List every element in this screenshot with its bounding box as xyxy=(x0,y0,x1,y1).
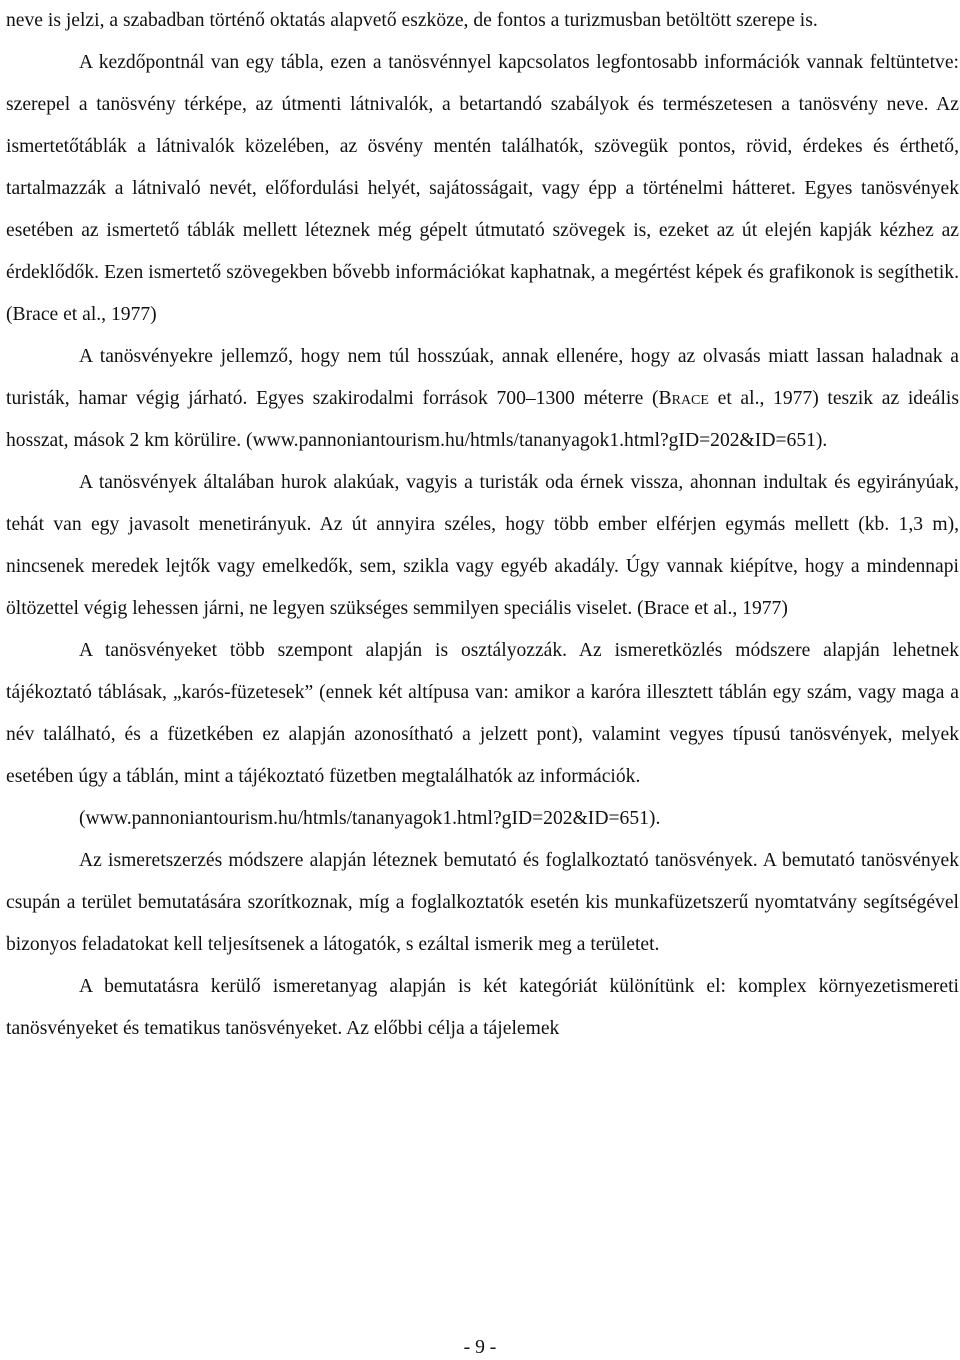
author-smallcaps: race xyxy=(671,388,709,409)
paragraph-info-boards: A kezdőpontnál van egy tábla, ezen a tanösvénnyel kapcsolatos legfontosabb információk vannak feltüntetve: szerepel a tanösvény térképe, az útmenti látnivalók, a betartandó szabályok és természetesen a tanösvény neve. Az ismertetőtáblák a látnivalók közelében, az ösvény mentén találhatók, szövegük pontos, rövid, érdekes és érthető, tartalmazzák a látnivaló nevét, előfordulási helyét, sajátosságait, vagy épp a történelmi hátteret. Egyes tanösvények esetében az ismertető táblák mellett léteznek még gépelt útmutató szövegek is, ezeket az út elején kapják kézhez az érdeklődők. Ezen ismertető szövegekben bővebb információkat kaphatnak, a megértést képek és grafikonok is segíthetik. (Brace et al., 1977) xyxy=(6,52,959,325)
paragraph-trail-shape: A tanösvények általában hurok alakúak, vagyis a turisták oda érnek vissza, ahonnan indultak és egyirányúak, tehát van egy javasolt menetirányuk. Az út annyira széles, hogy több ember elférjen egymás mellett (kb. 1,3 m), nincsenek meredek lejtők vagy emelkedők, sem, szikla vagy egyéb akadály. Úgy vannak kiépítve, hogy a mindennapi öltözettel végig lehessen járni, ne legyen szükséges semmilyen speciális viselet. (Brace et al., 1977) xyxy=(6,472,959,619)
paragraph-classification: A tanösvényeket több szempont alapján is osztályozzák. Az ismeretközlés módszere alapján lehetnek tájékoztató táblásak, „karós-füzetesek” (ennek két altípusa van: amikor a karóra illesztett táblán egy szám, vagy maga a név található, és a füzetkében ez alapján azonosítható a jelzett pont), valamint vegyes típusú tanösvények, melyek esetében úgy a táblán, mint a tájékoztató füzetben megtalálhatók az információk. xyxy=(6,640,959,787)
paragraph-trail-length-text-b: et al., 1977) teszik az ideális hosszat, mások 2 km körülire. (www.pannoniantourism.hu/htmls/tananyagok1.html?gID=202&ID=651). xyxy=(6,388,959,451)
paragraph-source-url: (www.pannoniantourism.hu/htmls/tananyagok1.html?gID=202&ID=651). xyxy=(79,808,661,829)
paragraph-continuation: neve is jelzi, a szabadban történő oktatás alapvető eszköze, de fontos a turizmusban betöltött szerepe is. xyxy=(6,10,818,31)
paragraph-knowledge-content: A bemutatásra kerülő ismeretanyag alapján is két kategóriát különítünk el: komplex környezetismereti tanösvényeket és tematikus tanösvényeket. Az előbbi célja a tájelemek xyxy=(6,976,959,1039)
document-page xyxy=(6,0,959,1050)
paragraph-trail-length xyxy=(6,336,959,462)
paragraph-trail-length-text-a: A tanösvényekre jellemző, hogy nem túl hosszúak, annak ellenére, hogy az olvasás miatt lassan haladnak a turisták, hamar végig járható. Egyes szakirodalmi források 700–1300 méterre (B xyxy=(6,346,959,409)
page-number: - 9 - xyxy=(463,1337,497,1358)
paragraph-knowledge-method: Az ismeretszerzés módszere alapján léteznek bemutató és foglalkoztató tanösvények. A bemutató tanösvények csupán a terület bemutatására szorítkoznak, míg a foglalkoztatók esetén kis munkafüzetszerű nyomtatvány segítségével bizonyos feladatokat kell teljesítsenek a látogatók, s ezáltal ismerik meg a területet. xyxy=(6,850,959,955)
